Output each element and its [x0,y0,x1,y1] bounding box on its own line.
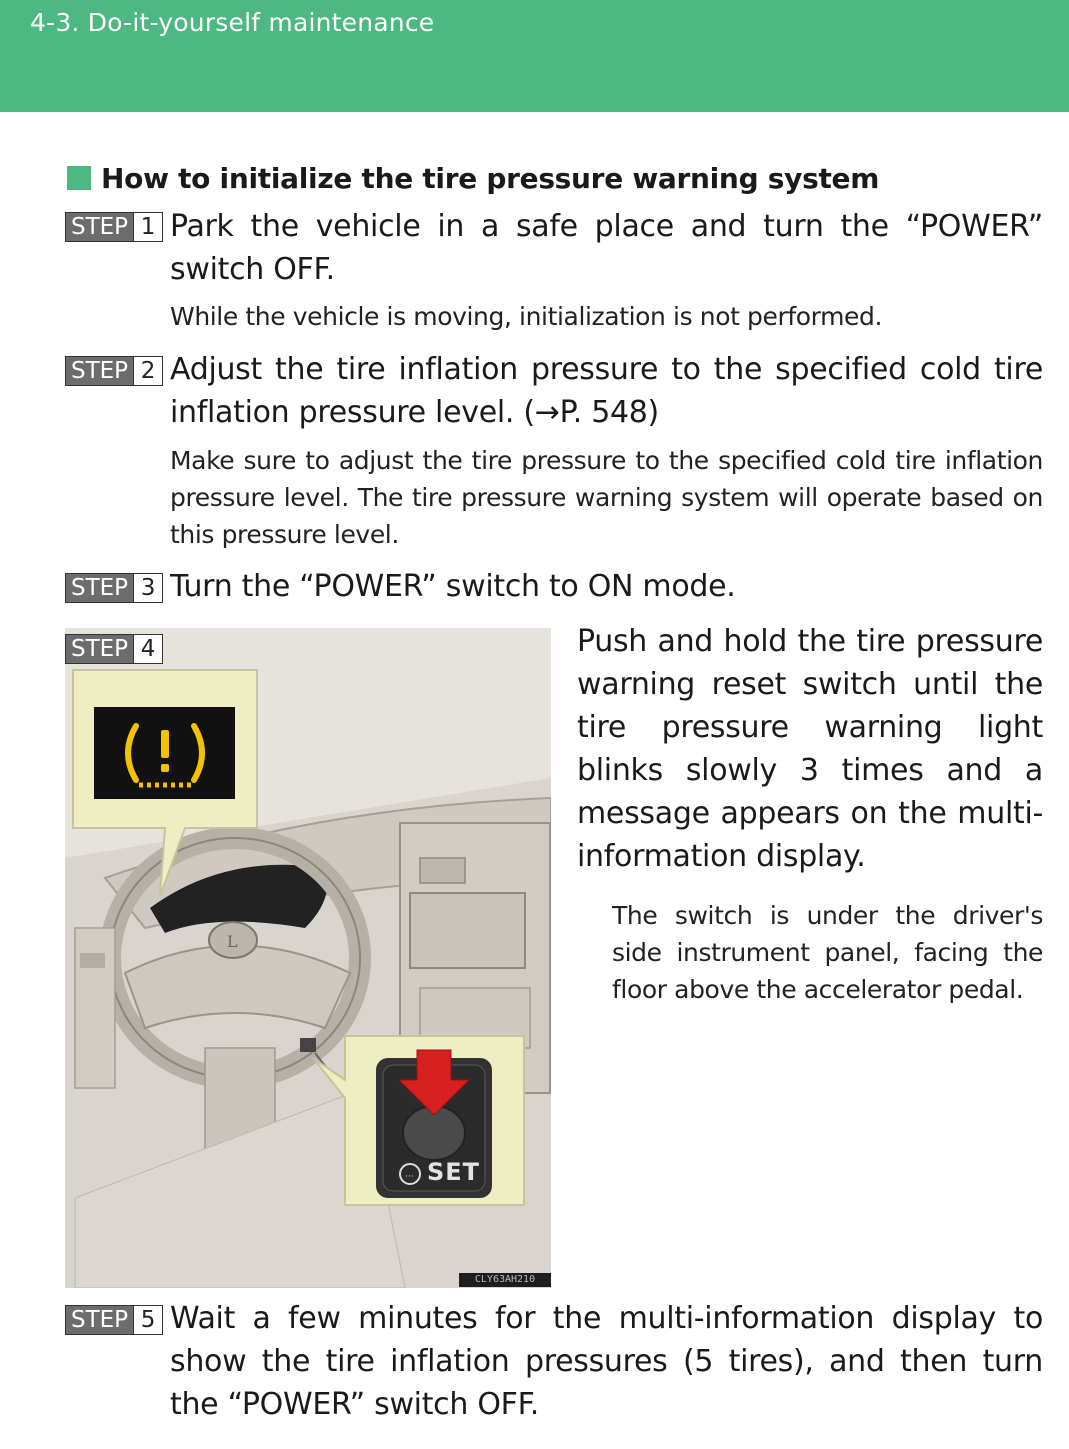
step-3-badge [65,573,163,603]
step-number: 2 [133,357,162,385]
svg-text:···: ··· [405,1172,414,1182]
step-4-badge [65,634,163,664]
section-bullet-icon [67,166,91,190]
step-label: STEP [66,357,133,385]
step-5-text: Wait a few minutes for the multi-information display to show the tire inflation pressures (5 tires), and then turn the “POWER” switch OFF. [170,1301,1043,1422]
step-2-text: Adjust the tire inflation pressure to the specified cold tire inflation pressure level. (→P. 548) [170,352,1043,430]
step-label: STEP [66,1306,133,1334]
step-2-badge [65,356,163,386]
step-4-note: The switch is under the driver's side instrument panel, facing the floor above the accelerator pedal. [612,901,1043,1004]
section-title: How to initialize the tire pressure warning system [101,161,880,195]
set-button-label: SET [427,1158,481,1186]
dashboard-illustration [65,628,551,1288]
section-heading [67,158,879,198]
step-number: 3 [133,574,162,602]
step-2-note: Make sure to adjust the tire pressure to the specified cold tire inflation pressure level. The tire pressure warning system will operate based on this pressure level. [170,446,1043,549]
chapter-title: 4-3. Do-it-yourself maintenance [30,8,435,37]
step-label: STEP [66,635,133,663]
image-code: CLY63AH210 [459,1273,551,1287]
step-3-text: Turn the “POWER” switch to ON mode. [170,569,736,604]
step-1-note: While the vehicle is moving, initialization is not performed. [170,302,883,331]
step-number: 1 [133,213,162,241]
chapter-header [0,0,1069,112]
step-1-text: Park the vehicle in a safe place and turn the “POWER” switch OFF. [170,209,1043,287]
step-4-text: Push and hold the tire pressure warning reset switch until the tire pressure warning light blinks slowly 3 times and a message appears on the multi-information display. [577,624,1043,874]
step-label: STEP [66,574,133,602]
step-1-badge [65,212,163,242]
step-5-badge [65,1305,163,1335]
step-label: STEP [66,213,133,241]
dashboard-drawing [65,628,551,1288]
step-number: 4 [133,635,162,663]
step-number: 5 [133,1306,162,1334]
svg-text:L: L [227,932,238,951]
